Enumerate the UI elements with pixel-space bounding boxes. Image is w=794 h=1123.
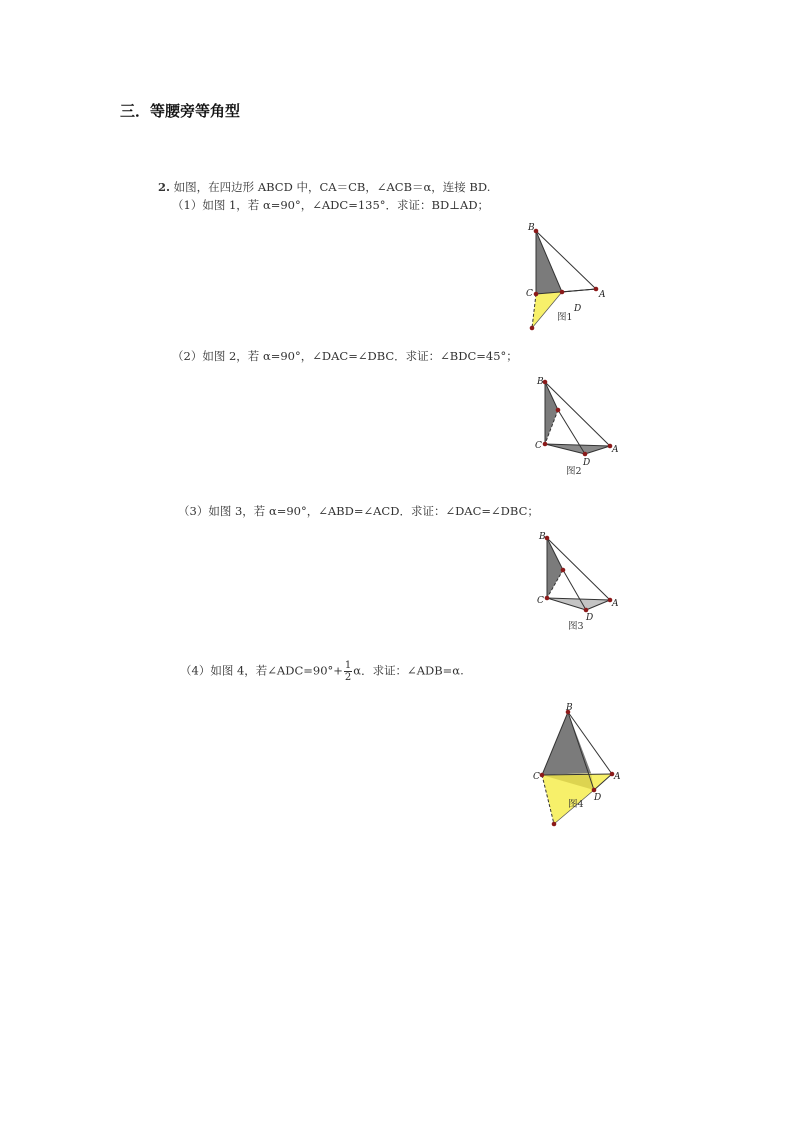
fig4-label-a: A (614, 772, 621, 782)
part-4-label: （4） (180, 663, 211, 678)
fig1-vertex-c (534, 292, 539, 297)
part-1-text: 如图 1，若 α=90°，∠ADC=135°．求证：BD⊥AD； (202, 198, 490, 212)
fig3-face-left (547, 538, 563, 598)
fig3-label-b: B (539, 532, 546, 542)
fig3-label-d: D (586, 613, 594, 623)
part-1 (172, 197, 489, 213)
figure-1 (520, 220, 620, 335)
fig4-vertex-d (592, 788, 597, 793)
fig2-label-d: D (583, 458, 591, 468)
fig2-label-a: A (612, 445, 619, 455)
fig1-label-b: B (528, 223, 535, 233)
fig4-label-b: B (566, 703, 573, 713)
fig4-caption: 图4 (568, 799, 584, 810)
section-title: 三．等腰旁等角型 (120, 102, 241, 120)
fig1-edge-da (562, 289, 596, 292)
fig4-face-dark (542, 712, 591, 775)
fig4-vertex-c (540, 773, 545, 778)
fig2-vertex-d (583, 452, 588, 457)
fraction-denominator: 2 (344, 672, 352, 683)
part-4-text-before: 如图 4，若∠ADC=90°+ (210, 663, 343, 678)
fig4-label-c: C (533, 772, 540, 782)
fig1-label-d: D (574, 304, 582, 314)
fig1-vertex-d (560, 290, 565, 295)
fig1-caption: 图1 (557, 312, 573, 323)
fig2-vertex-m (556, 408, 561, 413)
fig2-label-b: B (537, 377, 544, 387)
fraction-numerator: 1 (344, 660, 352, 671)
fig1-vertex-a (594, 287, 599, 292)
part-3 (178, 503, 539, 519)
part-4 (180, 660, 464, 683)
part-3-text: 如图 3，若 α=90°，∠ABD=∠ACD．求证：∠DAC=∠DBC； (208, 504, 539, 518)
fig3-vertex-c (545, 596, 550, 601)
fig2-caption: 图2 (566, 466, 582, 477)
problem-stem-text: 如图，在四边形 ABCD 中，CA＝CB，∠ACB＝α，连接 BD. (173, 180, 491, 194)
part-2-text: 如图 2，若 α=90°，∠DAC=∠DBC．求证：∠BDC=45°； (202, 349, 518, 363)
fig3-vertex-m (561, 568, 566, 573)
figure-3 (530, 528, 630, 638)
fig2-label-c: C (535, 441, 542, 451)
part-2 (172, 348, 518, 364)
fig3-label-c: C (537, 596, 544, 606)
part-2-label: （2） (172, 349, 203, 363)
problem-stem (158, 179, 490, 195)
fig1-vertex-extra (530, 326, 535, 331)
fig3-label-a: A (612, 599, 619, 609)
fig1-label-c: C (526, 289, 533, 299)
part-3-label: （3） (178, 504, 209, 518)
problem-number: 2. (158, 180, 171, 194)
fig4-vertex-extra (552, 822, 557, 827)
fig2-face-left (545, 382, 558, 444)
figure-2 (528, 372, 628, 482)
fig3-caption: 图3 (568, 621, 584, 632)
part-4-text-after: α．求证：∠ADB=α. (353, 663, 464, 678)
fig1-label-a: A (599, 290, 606, 300)
fig2-vertex-c (543, 442, 548, 447)
fraction-one-half (344, 660, 352, 683)
part-1-label: （1） (172, 198, 203, 212)
fig4-label-d: D (594, 793, 602, 803)
fig3-vertex-d (584, 608, 589, 613)
figure-4 (532, 700, 632, 830)
